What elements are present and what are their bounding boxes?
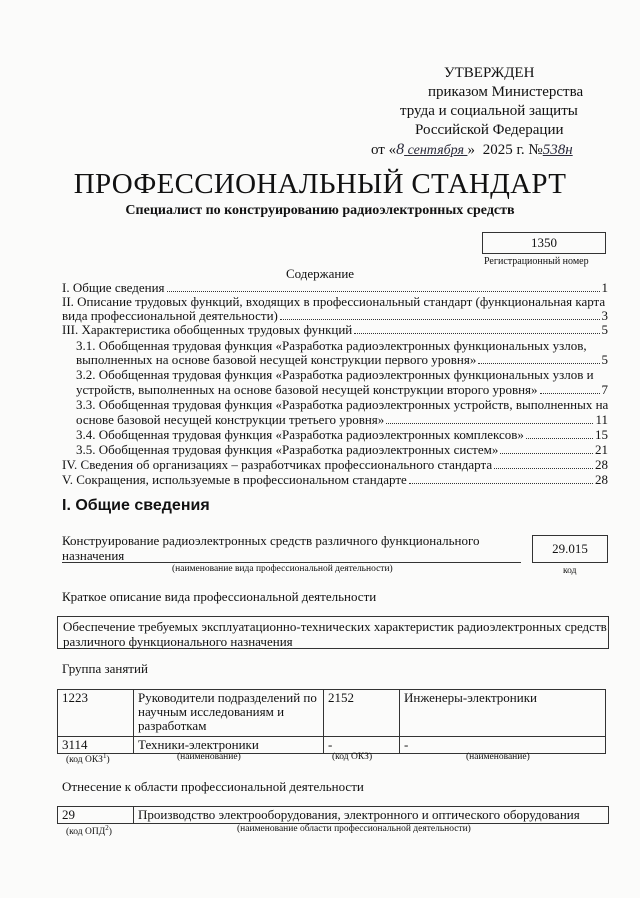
area-name-caption: (наименование области профессиональной деятельности) xyxy=(237,824,471,834)
brief-description-box: Обеспечение требуемых эксплуатационно-технических характеристик радиоэлектронных средств различного функционального назначения xyxy=(57,616,609,649)
toc-item[interactable]: вида профессиональной деятельности) 3 xyxy=(62,308,608,323)
toc-item[interactable]: устройств, выполненных на основе базовой несущей конструкции второго уровня» 7 xyxy=(76,382,608,397)
area-label: Отнесение к области профессиональной деятельности xyxy=(62,779,364,794)
date-day-handwritten: 8 xyxy=(396,141,405,158)
toc-item-line: 3.1. Обобщенная трудовая функция «Разработка радиоэлектронных функциональных узлов, xyxy=(76,338,587,353)
date-month-handwritten: сентября xyxy=(407,143,464,158)
approval-order: приказом Министерства xyxy=(428,84,584,100)
group-label: Группа занятий xyxy=(62,661,148,676)
approval-date-line xyxy=(371,140,573,160)
approval-country: Российской Федерации xyxy=(415,122,564,138)
toc-item[interactable]: 3.5. Обобщенная трудовая функция «Разработка радиоэлектронных систем» 21 xyxy=(76,442,608,457)
date-prefix: от « xyxy=(371,142,397,158)
toc-item[interactable]: основе базовой несущей конструкции третьего уровня» 11 xyxy=(76,412,608,427)
occupation-name: Инженеры-электроники xyxy=(400,690,606,737)
toc-item[interactable]: III. Характеристика обобщенных трудовых функций 5 xyxy=(62,322,608,337)
table-row xyxy=(58,807,609,824)
date-year: 2025 г. № xyxy=(482,142,543,158)
occupation-table xyxy=(57,689,606,754)
area-name: Производство электрооборудования, электронного и оптического оборудования xyxy=(134,807,609,824)
toc-heading: Содержание xyxy=(285,266,355,281)
okz-code: 2152 xyxy=(324,690,400,737)
page-subtitle: Специалист по конструированию радиоэлектронных средств xyxy=(125,203,515,218)
page-title: ПРОФЕССИОНАЛЬНЫЙ СТАНДАРТ xyxy=(73,168,567,200)
date-close: » xyxy=(467,142,475,158)
okz-code-caption: (код ОКЗ$^1$) xyxy=(66,752,110,766)
okz-code: 3114 xyxy=(58,737,134,754)
registration-number: 1350 xyxy=(482,232,606,254)
brief-label: Краткое описание вида профессиональной деятельности xyxy=(62,589,377,604)
toc-item[interactable]: V. Сокращения, используемые в профессиональном стандарте 28 xyxy=(62,472,608,487)
toc-item[interactable]: выполненных на основе базовой несущей конструкции первого уровня» 5 xyxy=(76,352,608,367)
table-row xyxy=(58,690,606,737)
activity-code-box xyxy=(532,535,608,563)
occupation-name: Техники-электроники xyxy=(134,737,324,754)
activity-caption: (наименование вида профессиональной деятельности) xyxy=(172,564,393,574)
order-number-handwritten: 538н xyxy=(542,142,573,158)
occupation-name-caption-2: (наименование) xyxy=(466,752,530,762)
opd-code-caption: (код ОПД$^2$) xyxy=(66,824,112,838)
toc-item-line: 3.2. Обобщенная трудовая функция «Разработка радиоэлектронных функциональных узлов и xyxy=(76,367,594,382)
okz-code-caption-2: (код ОКЗ) xyxy=(332,752,373,762)
toc-item[interactable]: 3.4. Обобщенная трудовая функция «Разработка радиоэлектронных комплексов» 15 xyxy=(76,427,608,442)
occupation-name-caption: (наименование) xyxy=(177,752,241,762)
toc-item[interactable]: IV. Сведения об организациях – разработчиках профессионального стандарта 28 xyxy=(62,457,608,472)
opd-code: 29 xyxy=(58,807,134,824)
approval-ministry: труда и социальной защиты xyxy=(400,103,578,119)
approval-title: УТВЕРЖДЕН xyxy=(444,65,535,81)
area-table xyxy=(57,806,609,824)
okz-code: - xyxy=(324,737,400,754)
occupation-name: - xyxy=(400,737,606,754)
activity-underline xyxy=(62,562,521,563)
registration-label: Регистрационный номер xyxy=(484,256,589,267)
occupation-name: Руководители подразделений по научным исследованиям и разработкам xyxy=(134,690,324,737)
okz-code: 1223 xyxy=(58,690,134,737)
toc-item-line: II. Описание трудовых функций, входящих в профессиональный стандарт (функциональная карта xyxy=(62,294,606,309)
activity-code: 29.015 xyxy=(552,541,588,556)
table-row xyxy=(58,737,606,754)
toc-item[interactable]: I. Общие сведения 1 xyxy=(62,280,608,295)
toc-item-line: 3.3. Обобщенная трудовая функция «Разработка радиоэлектронных устройств, выполненных на xyxy=(76,397,609,412)
section-heading: I. Общие сведения xyxy=(62,497,210,514)
activity-name: Конструирование радиоэлектронных средств различного функционального назначения xyxy=(62,533,480,563)
code-caption: код xyxy=(563,566,577,576)
